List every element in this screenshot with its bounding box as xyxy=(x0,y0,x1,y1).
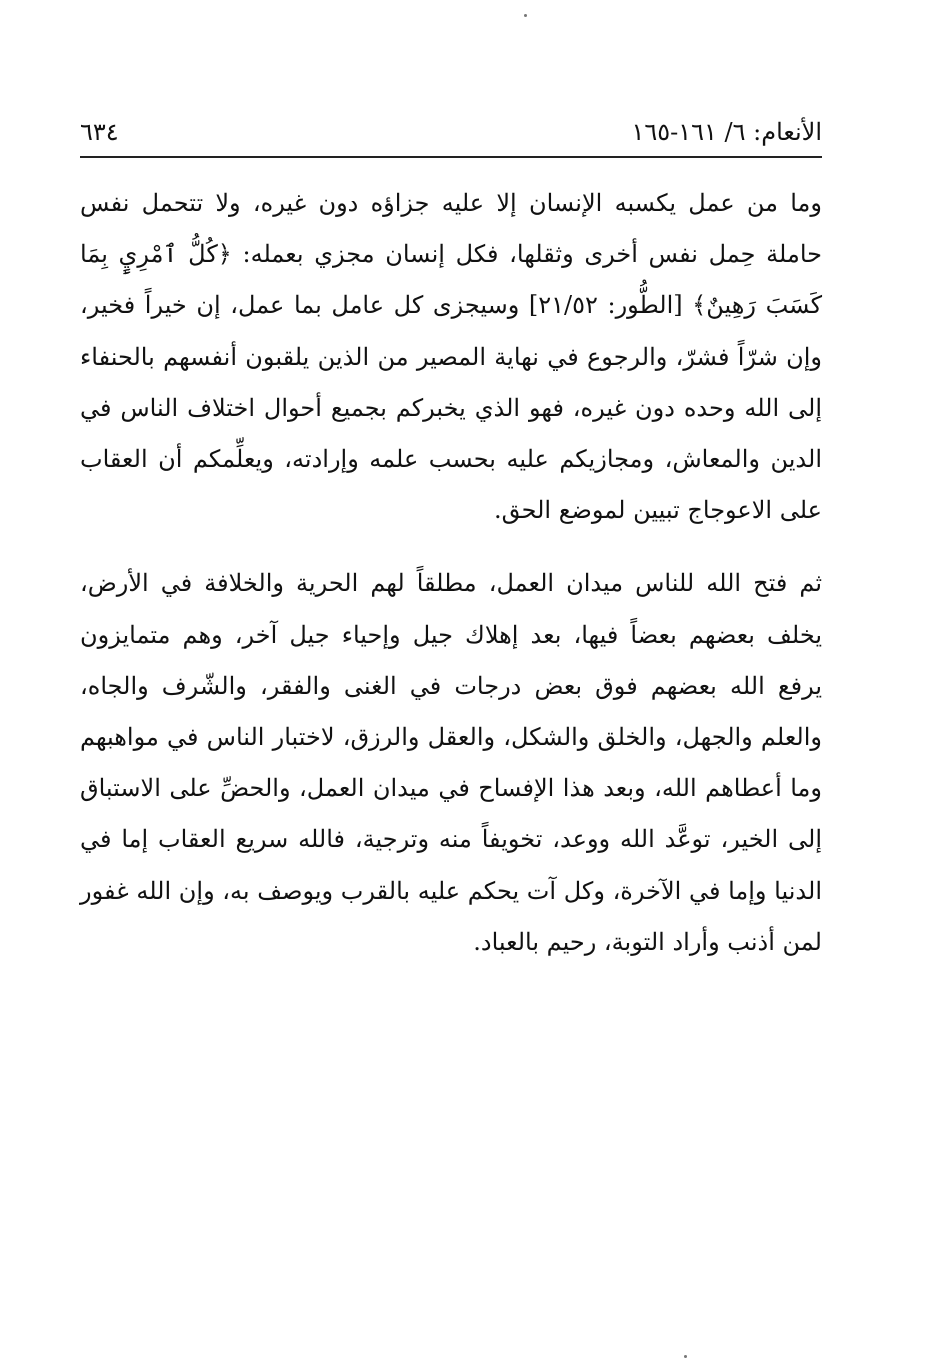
scan-speck xyxy=(524,14,527,17)
page-number: ٦٣٤ xyxy=(80,118,119,146)
body-text xyxy=(80,178,822,968)
paragraph-2: ثم فتح الله للناس ميدان العمل، مطلقاً لهم الحرية والخلافة في الأرض، يخلف بعضهم بعضاً فيها، بعد إهلاك جيل وإحياء جيل آخر، وهم متمايزون يرفع الله بعضهم فوق بعض درجات في الغنى والفقر، والشّرف والجاه، والعلم والجهل، والخلق والشكل، والعقل والرزق، لاختبار الناس في مواهبهم وما أعطاهم الله، وبعد هذا الإفساح في ميدان العمل، والحضِّ على الاستباق إلى الخير، توعَّد الله ووعد، تخويفاً منه وترجية، فالله سريع العقاب إما في الدنيا وإما في الآخرة، وكل آت يحكم عليه بالقرب ويوصف به، وإن الله غفور لمن أذنب وأراد التوبة، رحيم بالعباد. xyxy=(80,569,822,956)
header-title: الأنعام: ٦/ ١٦١-١٦٥ xyxy=(631,118,822,146)
scan-speck xyxy=(684,1355,687,1358)
page-header xyxy=(80,112,822,158)
paragraph-1: وما من عمل يكسبه الإنسان إلا عليه جزاؤه دون غيره، ولا تتحمل نفس حاملة حِمل نفس أخرى وثقلها، فكل إنسان مجزي بعمله: ﴿كُلُّ ٱمْرِيٍٕ بِمَا كَسَبَ رَهِينٌ﴾ [الطُّور: ٢١/٥٢] وسيجزى كل عامل بما عمل، إن خيراً فخير، وإن شرّاً فشرّ، والرجوع في نهاية المصير من الذين يلقبون أنفسهم بالحنفاء إلى الله وحده دون غيره، فهو الذي يخبركم بجميع أحوال اختلاف الناس في الدين والمعاش، ومجازيكم عليه بحسب علمه وإرادته، ويعلِّمكم أن العقاب على الاعوجاج تبيين لموضع الحق. xyxy=(80,189,822,525)
